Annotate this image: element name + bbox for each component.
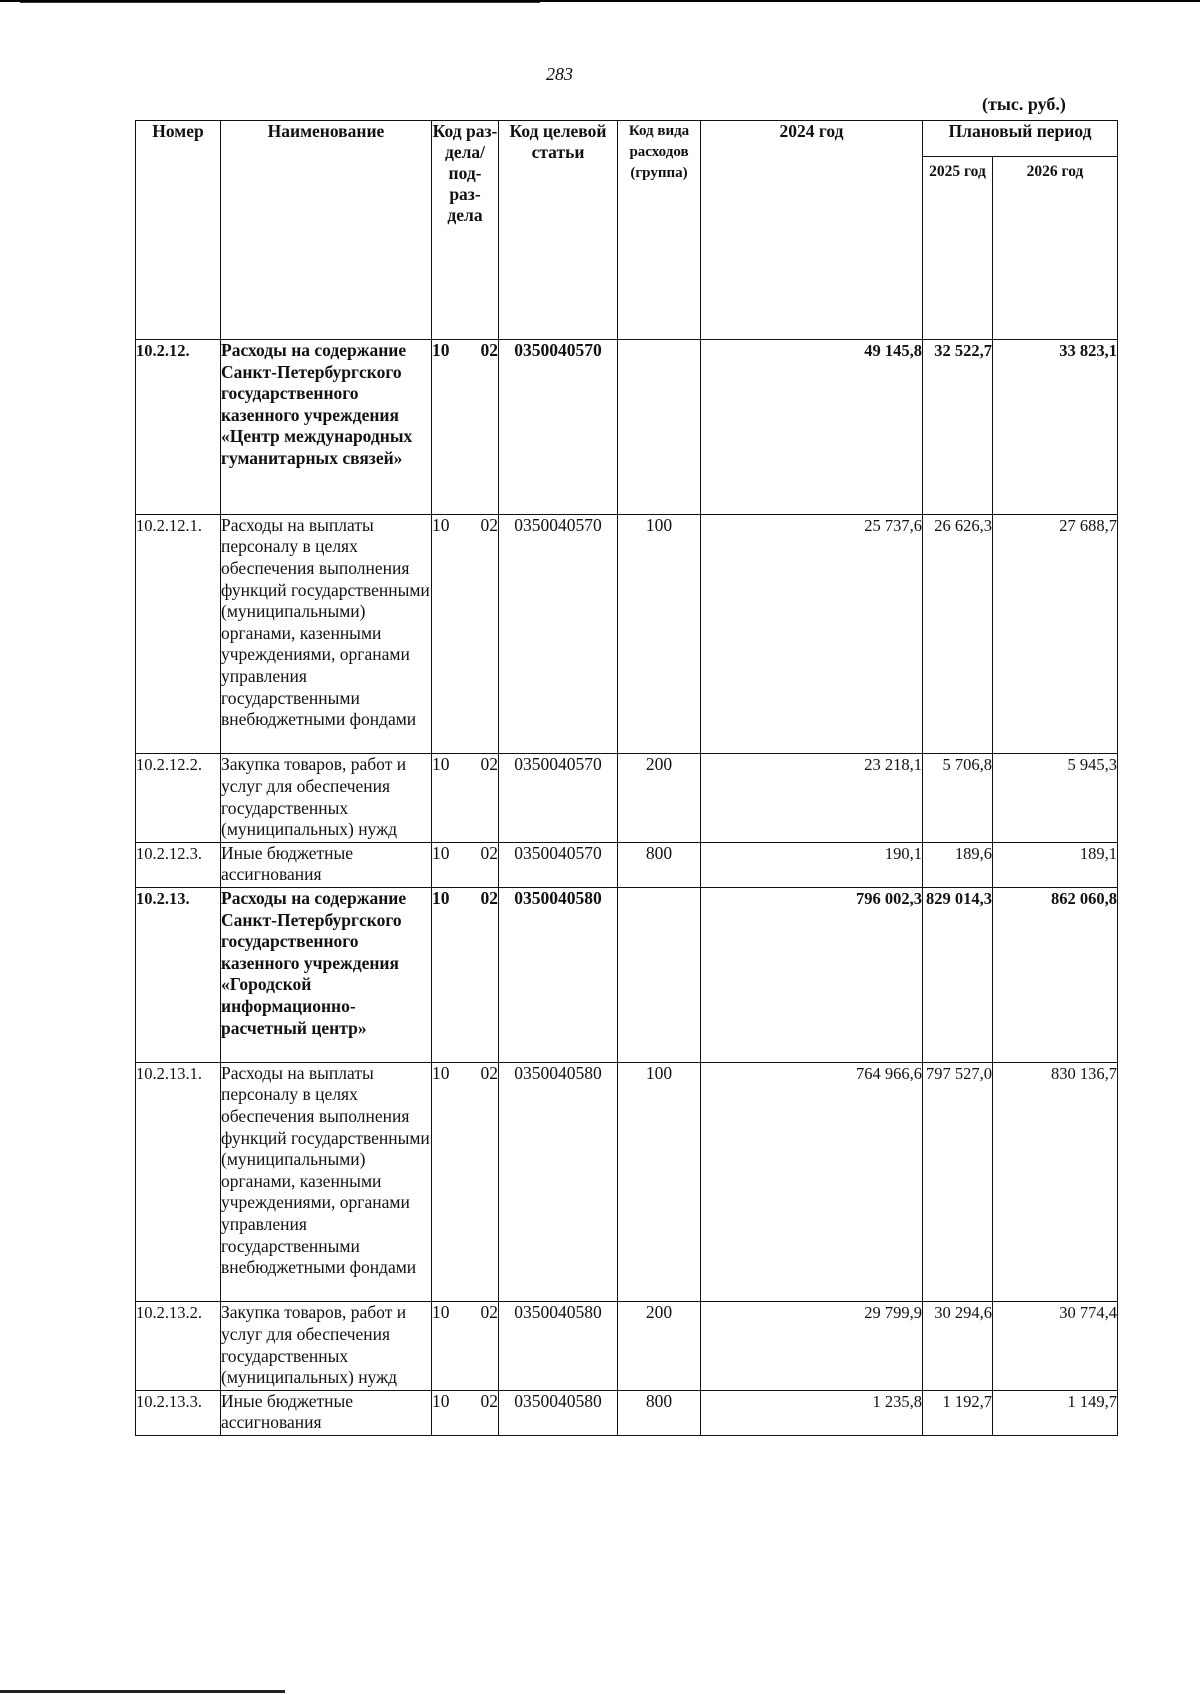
row-name: Расходы на содержание Санкт-Петербургского государственного казенного учреждения «Центр международных гуманитарных связей» bbox=[221, 340, 432, 515]
header-planned-period: Плановый период bbox=[923, 121, 1118, 157]
row-razdel bbox=[432, 1302, 499, 1390]
row-razdel-section: 10 bbox=[432, 340, 450, 360]
units-label: (тыс. руб.) bbox=[982, 94, 1066, 114]
row-razdel-subsection: 02 bbox=[480, 1390, 498, 1411]
row-razdel-section: 10 bbox=[432, 1302, 450, 1323]
row-razdel bbox=[432, 514, 499, 754]
row-amount-2025: 797 527,0 bbox=[923, 1062, 993, 1302]
table-row bbox=[136, 340, 1118, 515]
row-razdel-section: 10 bbox=[432, 887, 450, 908]
row-name: Иные бюджетные ассигнования bbox=[221, 842, 432, 887]
row-amount-2025: 32 522,7 bbox=[923, 340, 993, 515]
header-2026: 2026 год bbox=[993, 157, 1118, 340]
row-amount-2025: 829 014,3 bbox=[923, 887, 993, 1062]
row-target-code: 0350040580 bbox=[499, 887, 618, 1062]
row-expense-type: 100 bbox=[618, 514, 701, 754]
row-razdel bbox=[432, 842, 499, 887]
row-name: Расходы на содержание Санкт-Петербургского государственного казенного учреждения «Городской информационно-расчетный центр» bbox=[221, 887, 432, 1062]
row-razdel-section: 10 bbox=[432, 1062, 450, 1083]
row-amount-2026: 5 945,3 bbox=[993, 754, 1118, 842]
row-target-code: 0350040570 bbox=[499, 340, 618, 515]
row-razdel-section: 10 bbox=[432, 514, 450, 535]
row-amount-2024: 29 799,9 bbox=[701, 1302, 923, 1390]
table-row bbox=[136, 1390, 1118, 1435]
row-amount-2024: 796 002,3 bbox=[701, 887, 923, 1062]
row-amount-2024: 190,1 bbox=[701, 842, 923, 887]
row-amount-2026: 30 774,4 bbox=[993, 1302, 1118, 1390]
row-razdel bbox=[432, 754, 499, 842]
row-razdel-subsection: 02 bbox=[480, 887, 498, 908]
row-razdel-subsection: 02 bbox=[480, 340, 498, 360]
row-expense-type: 100 bbox=[618, 1062, 701, 1302]
row-expense-type: 800 bbox=[618, 842, 701, 887]
row-razdel bbox=[432, 1062, 499, 1302]
row-amount-2025: 1 192,7 bbox=[923, 1390, 993, 1435]
row-number: 10.2.12. bbox=[136, 340, 221, 515]
row-name: Закупка товаров, работ и услуг для обеспечения государственных (муниципальных) нужд bbox=[221, 754, 432, 842]
header-nomer: Номер bbox=[136, 121, 221, 340]
row-target-code: 0350040580 bbox=[499, 1302, 618, 1390]
table-row bbox=[136, 887, 1118, 1062]
row-name: Закупка товаров, работ и услуг для обеспечения государственных (муниципальных) нужд bbox=[221, 1302, 432, 1390]
row-razdel-section: 10 bbox=[432, 754, 450, 775]
row-amount-2024: 1 235,8 bbox=[701, 1390, 923, 1435]
row-target-code: 0350040570 bbox=[499, 754, 618, 842]
table-body bbox=[136, 340, 1118, 1436]
header-name: Наименование bbox=[221, 121, 432, 340]
header-vid: Код вида расходов (группа) bbox=[618, 121, 701, 340]
row-razdel-subsection: 02 bbox=[480, 842, 498, 863]
row-target-code: 0350040570 bbox=[499, 842, 618, 887]
row-number: 10.2.13.2. bbox=[136, 1302, 221, 1390]
row-target-code: 0350040580 bbox=[499, 1390, 618, 1435]
row-expense-type bbox=[618, 340, 701, 515]
table-row bbox=[136, 1062, 1118, 1302]
row-razdel bbox=[432, 340, 499, 515]
row-number: 10.2.12.1. bbox=[136, 514, 221, 754]
row-amount-2026: 862 060,8 bbox=[993, 887, 1118, 1062]
row-expense-type: 200 bbox=[618, 1302, 701, 1390]
row-number: 10.2.13. bbox=[136, 887, 221, 1062]
scan-border-top-inner bbox=[20, 2, 540, 3]
row-razdel-subsection: 02 bbox=[480, 754, 498, 775]
row-number: 10.2.12.2. bbox=[136, 754, 221, 842]
row-number: 10.2.13.3. bbox=[136, 1390, 221, 1435]
scan-border-bottom bbox=[0, 1690, 285, 1693]
row-razdel-subsection: 02 bbox=[480, 1302, 498, 1323]
row-expense-type: 200 bbox=[618, 754, 701, 842]
row-amount-2024: 49 145,8 bbox=[701, 340, 923, 515]
row-amount-2024: 23 218,1 bbox=[701, 754, 923, 842]
header-2025: 2025 год bbox=[923, 157, 993, 340]
row-razdel-section: 10 bbox=[432, 842, 450, 863]
row-amount-2026: 189,1 bbox=[993, 842, 1118, 887]
header-2024: 2024 год bbox=[701, 121, 923, 340]
row-razdel-subsection: 02 bbox=[480, 514, 498, 535]
table-row bbox=[136, 1302, 1118, 1390]
row-target-code: 0350040580 bbox=[499, 1062, 618, 1302]
header-razdel: Код раз- дела/ под- раз- дела bbox=[432, 121, 499, 340]
row-amount-2024: 764 966,6 bbox=[701, 1062, 923, 1302]
table-row bbox=[136, 842, 1118, 887]
row-amount-2025: 30 294,6 bbox=[923, 1302, 993, 1390]
row-number: 10.2.13.1. bbox=[136, 1062, 221, 1302]
row-razdel bbox=[432, 1390, 499, 1435]
row-amount-2026: 33 823,1 bbox=[993, 340, 1118, 515]
header-cel: Код целевой статьи bbox=[499, 121, 618, 340]
budget-table bbox=[135, 120, 1118, 1436]
row-amount-2025: 26 626,3 bbox=[923, 514, 993, 754]
row-name: Расходы на выплаты персоналу в целях обеспечения выполнения функций государственными (муниципальными) органами, казенными учреждениями, органами управления государственными внебюджетными фондами bbox=[221, 514, 432, 754]
row-name: Иные бюджетные ассигнования bbox=[221, 1390, 432, 1435]
row-amount-2024: 25 737,6 bbox=[701, 514, 923, 754]
row-amount-2026: 1 149,7 bbox=[993, 1390, 1118, 1435]
page-number: 283 bbox=[546, 64, 573, 84]
row-number: 10.2.12.3. bbox=[136, 842, 221, 887]
row-expense-type: 800 bbox=[618, 1390, 701, 1435]
row-target-code: 0350040570 bbox=[499, 514, 618, 754]
row-razdel bbox=[432, 887, 499, 1062]
row-amount-2026: 27 688,7 bbox=[993, 514, 1118, 754]
row-razdel-subsection: 02 bbox=[480, 1062, 498, 1083]
table-row bbox=[136, 754, 1118, 842]
row-amount-2025: 189,6 bbox=[923, 842, 993, 887]
row-amount-2025: 5 706,8 bbox=[923, 754, 993, 842]
row-expense-type bbox=[618, 887, 701, 1062]
row-razdel-section: 10 bbox=[432, 1390, 450, 1411]
row-amount-2026: 830 136,7 bbox=[993, 1062, 1118, 1302]
table-row bbox=[136, 514, 1118, 754]
row-name: Расходы на выплаты персоналу в целях обеспечения выполнения функций государственными (муниципальными) органами, казенными учреждениями, органами управления государственными внебюджетными фондами bbox=[221, 1062, 432, 1302]
